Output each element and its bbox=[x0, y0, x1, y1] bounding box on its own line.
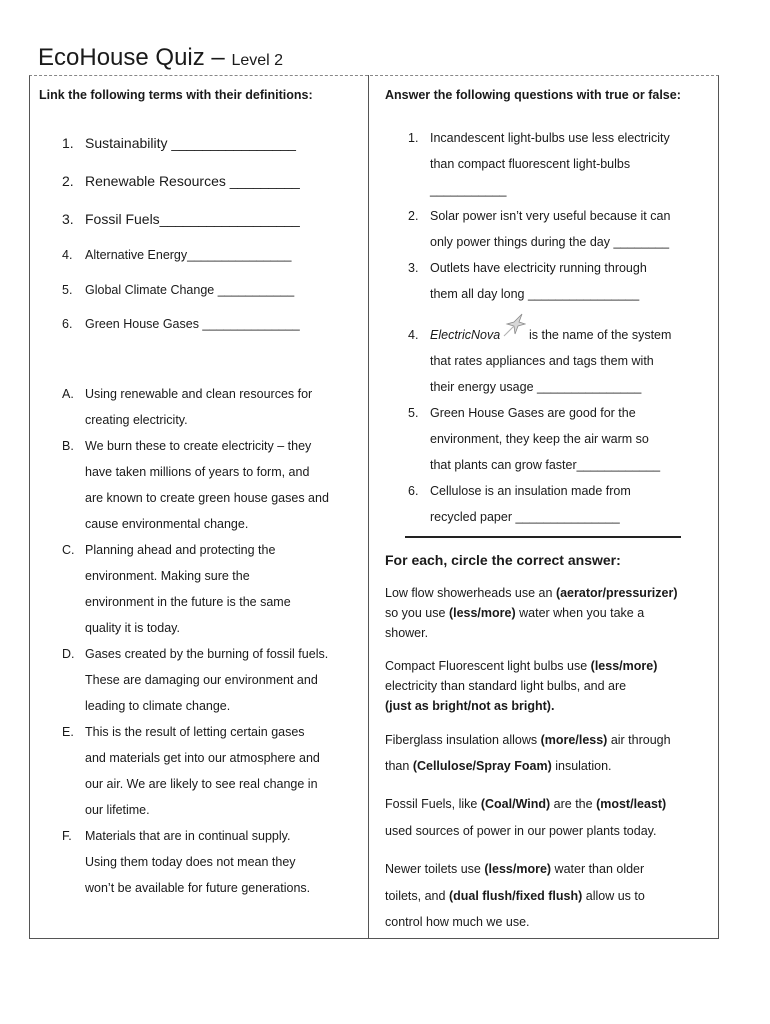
question-line: Green House Gases are good for the bbox=[430, 406, 636, 420]
text-fragment: water than older bbox=[551, 862, 645, 876]
circle-q2-line3: (just as bright/not as bright). bbox=[385, 699, 555, 713]
term-text: Alternative Energy_______________ bbox=[85, 248, 292, 262]
definition-line: leading to climate change. bbox=[85, 699, 231, 713]
question-number: 2. bbox=[408, 209, 419, 223]
answer-choice: (dual flush/fixed flush) bbox=[448, 889, 583, 903]
question-line: recycled paper _______________ bbox=[430, 510, 620, 524]
text-fragment: air through bbox=[607, 733, 671, 747]
text-fragment: are the bbox=[550, 797, 597, 811]
circle-q5-line2 bbox=[385, 889, 645, 903]
answer-choice: (most/least) bbox=[596, 797, 667, 811]
question-number: 4. bbox=[408, 328, 419, 342]
definition-letter: B. bbox=[62, 439, 74, 453]
text-fragment: Newer toilets use bbox=[385, 862, 485, 876]
circle-q1-line2 bbox=[385, 606, 644, 620]
term-text: Sustainability ________________ bbox=[85, 135, 296, 151]
question-number: 1. bbox=[408, 131, 419, 145]
question-line: them all day long ________________ bbox=[430, 287, 640, 301]
question-line: Solar power isn’t very useful because it can bbox=[430, 209, 671, 223]
title-level: Level 2 bbox=[231, 52, 284, 69]
text-fragment: allow us to bbox=[582, 889, 645, 903]
circle-q4-line2: used sources of power in our power plants today. bbox=[385, 824, 657, 838]
definition-letter: D. bbox=[62, 647, 75, 661]
question-line: is the name of the system bbox=[529, 328, 672, 342]
definition-line: We burn these to create electricity – they bbox=[85, 439, 312, 453]
circle-q2-line1 bbox=[385, 659, 657, 673]
circle-q3-line2 bbox=[385, 759, 612, 773]
definition-letter: E. bbox=[62, 725, 74, 739]
text-fragment: Low flow showerheads use an bbox=[385, 586, 556, 600]
circle-heading: For each, circle the correct answer: bbox=[385, 552, 621, 568]
page-title bbox=[38, 44, 283, 72]
definition-line: These are damaging our environment and bbox=[85, 673, 318, 687]
question-line: their energy usage _______________ bbox=[430, 380, 642, 394]
text-fragment: Compact Fluorescent light bulbs use bbox=[385, 659, 591, 673]
definition-line: environment in the future is the same bbox=[85, 595, 291, 609]
text-fragment: so you use bbox=[385, 606, 449, 620]
definition-letter: C. bbox=[62, 543, 75, 557]
definition-line: our air. We are likely to see real change in bbox=[85, 777, 318, 791]
answer-choice: (more/less) bbox=[540, 733, 608, 747]
right-heading: Answer the following questions with true or false: bbox=[385, 88, 681, 102]
answer-choice: (less/more) bbox=[448, 606, 516, 620]
definition-line: Materials that are in continual supply. bbox=[85, 829, 291, 843]
definition-line: Gases created by the burning of fossil fuels. bbox=[85, 647, 329, 661]
term-number: 5. bbox=[62, 283, 73, 297]
text-fragment: water when you take a bbox=[515, 606, 645, 620]
definition-letter: A. bbox=[62, 387, 74, 401]
term-text: Green House Gases ______________ bbox=[85, 317, 300, 331]
answer-choice: (aerator/pressurizer) bbox=[555, 586, 678, 600]
definition-line: environment. Making sure the bbox=[85, 569, 250, 583]
circle-q2-line2: electricity than standard light bulbs, and are bbox=[385, 679, 627, 693]
question-italic-term: ElectricNova bbox=[430, 328, 501, 342]
circle-q5-line1 bbox=[385, 862, 644, 876]
definition-line: won’t be available for future generations. bbox=[85, 881, 311, 895]
term-number: 6. bbox=[62, 317, 73, 331]
circle-q1-line3: shower. bbox=[385, 626, 429, 640]
title-main: EcoHouse Quiz – bbox=[38, 44, 232, 71]
text-fragment: toilets, and bbox=[385, 889, 449, 903]
term-text: Renewable Resources _________ bbox=[85, 173, 300, 189]
circle-q4-line1 bbox=[385, 797, 666, 811]
question-line: ___________ bbox=[430, 183, 507, 197]
question-number: 3. bbox=[408, 261, 419, 275]
text-fragment: Fossil Fuels, like bbox=[385, 797, 481, 811]
question-line: environment, they keep the air warm so bbox=[430, 432, 649, 446]
term-number: 1. bbox=[62, 135, 74, 151]
left-heading: Link the following terms with their definitions: bbox=[39, 88, 313, 102]
term-number: 3. bbox=[62, 211, 74, 227]
column-divider bbox=[368, 75, 369, 939]
question-line: Outlets have electricity running through bbox=[430, 261, 647, 275]
circle-q1-line1 bbox=[385, 586, 678, 600]
circle-q5-line3: control how much we use. bbox=[385, 915, 530, 929]
text-fragment: insulation. bbox=[551, 759, 612, 773]
answer-choice: (less/more) bbox=[484, 862, 552, 876]
section-rule bbox=[405, 536, 681, 538]
question-number: 6. bbox=[408, 484, 419, 498]
definition-line: This is the result of letting certain gases bbox=[85, 725, 305, 739]
definition-line: creating electricity. bbox=[85, 413, 188, 427]
definition-line: Planning ahead and protecting the bbox=[85, 543, 276, 557]
question-number: 5. bbox=[408, 406, 419, 420]
text-fragment: than bbox=[385, 759, 413, 773]
definition-line: Using renewable and clean resources for bbox=[85, 387, 313, 401]
definition-line: are known to create green house gases and bbox=[85, 491, 329, 505]
question-line: that plants can grow faster____________ bbox=[430, 458, 661, 472]
definition-line: Using them today does not mean they bbox=[85, 855, 296, 869]
question-line: Incandescent light-bulbs use less electricity bbox=[430, 131, 670, 145]
term-number: 4. bbox=[62, 248, 73, 262]
term-text: Global Climate Change ___________ bbox=[85, 283, 295, 297]
definition-line: and materials get into our atmosphere and bbox=[85, 751, 320, 765]
definition-line: cause environmental change. bbox=[85, 517, 249, 531]
question-line: only power things during the day ________ bbox=[430, 235, 670, 249]
definition-line: our lifetime. bbox=[85, 803, 150, 817]
question-line: that rates appliances and tags them with bbox=[430, 354, 654, 368]
answer-choice: (Cellulose/Spray Foam) bbox=[412, 759, 552, 773]
text-fragment: Fiberglass insulation allows bbox=[385, 733, 541, 747]
definition-line: have taken millions of years to form, and bbox=[85, 465, 310, 479]
answer-choice: (Coal/Wind) bbox=[480, 797, 551, 811]
sparkle-star-icon bbox=[502, 312, 526, 338]
term-text: Fossil Fuels__________________ bbox=[85, 211, 300, 227]
definition-line: quality it is today. bbox=[85, 621, 180, 635]
question-line: than compact fluorescent light-bulbs bbox=[430, 157, 631, 171]
circle-q3-line1 bbox=[385, 733, 671, 747]
answer-choice: (less/more) bbox=[590, 659, 658, 673]
definition-letter: F. bbox=[62, 829, 72, 843]
question-line: Cellulose is an insulation made from bbox=[430, 484, 631, 498]
term-number: 2. bbox=[62, 173, 74, 189]
